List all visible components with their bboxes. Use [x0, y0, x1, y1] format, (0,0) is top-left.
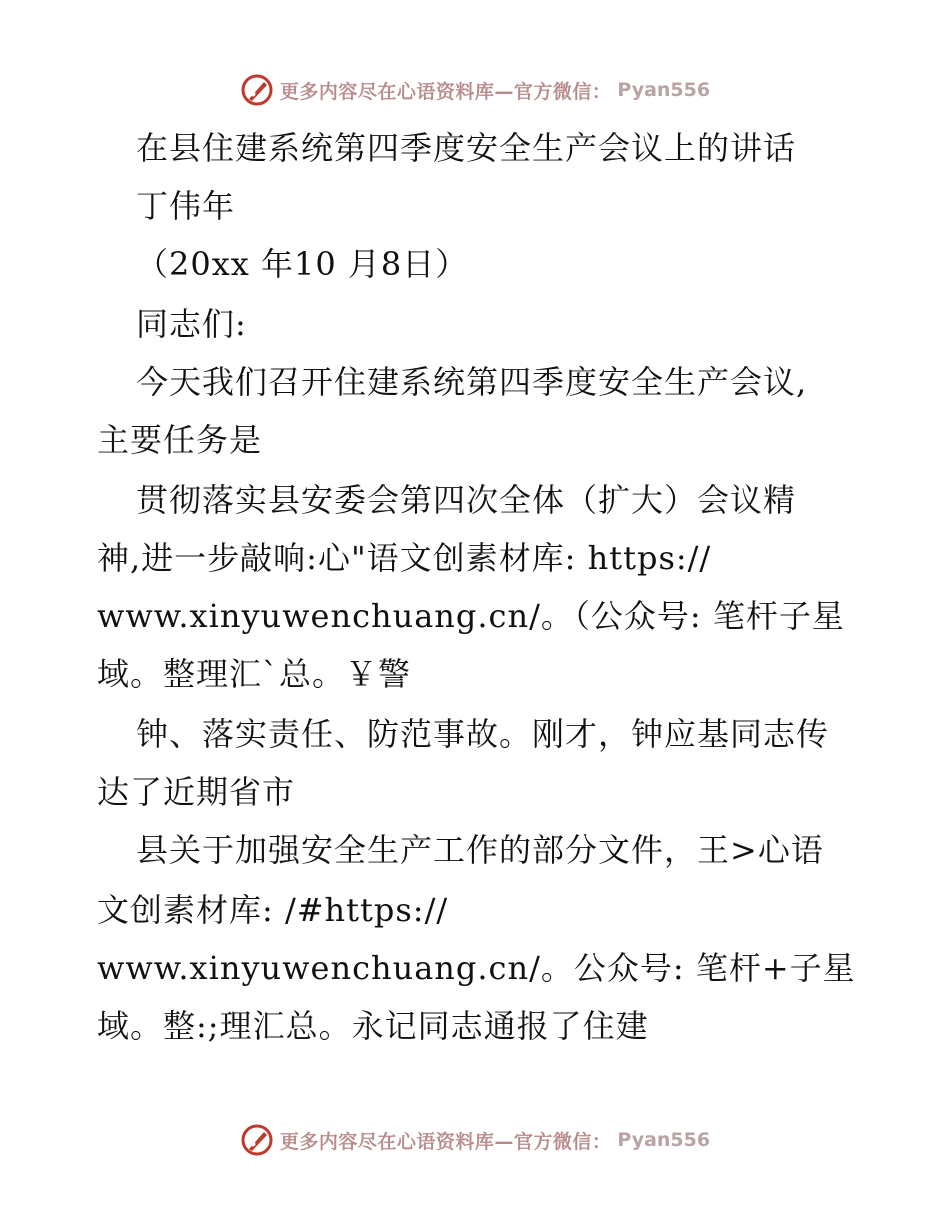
- pen-logo-icon: [240, 73, 274, 107]
- paragraph-line: 域。整理汇`总。￥警: [97, 655, 412, 693]
- paragraph-line: 域。整:;理汇总。永记同志通报了住建: [97, 1007, 649, 1045]
- banner-text: 更多内容尽在心语资料库—官方微信：: [279, 1130, 612, 1153]
- paragraph-line: 贯彻落实县安委会第四次全体（扩大）会议精: [136, 481, 797, 519]
- pen-logo-icon: [240, 1123, 274, 1157]
- paragraph-line: www.xinyuwenchuang.cn/。（公众号: 笔杆子星: [97, 597, 845, 635]
- paragraph-line: 神,进一步敲响:心"语文创素材库: https://: [97, 539, 712, 577]
- document-date: （20xx 年10 月8日）: [136, 245, 469, 283]
- banner-wechat-id: Pyan556: [617, 1129, 711, 1151]
- footer-banner: [0, 1120, 950, 1160]
- paragraph-line: 钟、落实责任、防范事故。刚才，钟应基同志传: [136, 715, 830, 753]
- header-banner: [0, 70, 950, 110]
- document-salutation: 同志们:: [136, 305, 247, 343]
- banner-wechat-id: Pyan556: [617, 79, 711, 101]
- paragraph-line: 今天我们召开住建系统第四季度安全生产会议,: [136, 363, 808, 401]
- document-author: 丁伟年: [136, 187, 236, 225]
- paragraph-line: www.xinyuwenchuang.cn/。公众号: 笔杆+子星: [97, 949, 856, 987]
- paragraph-line: 达了近期省市: [97, 773, 296, 811]
- paragraph-line: 文创素材库: /#https://: [97, 891, 449, 929]
- document-title: 在县住建系统第四季度安全生产会议上的讲话: [136, 129, 797, 167]
- paragraph-line: 主要任务是: [97, 421, 263, 459]
- paragraph-line: 县关于加强安全生产工作的部分文件，王>心语: [136, 831, 824, 869]
- banner-text: 更多内容尽在心语资料库—官方微信：: [279, 80, 612, 103]
